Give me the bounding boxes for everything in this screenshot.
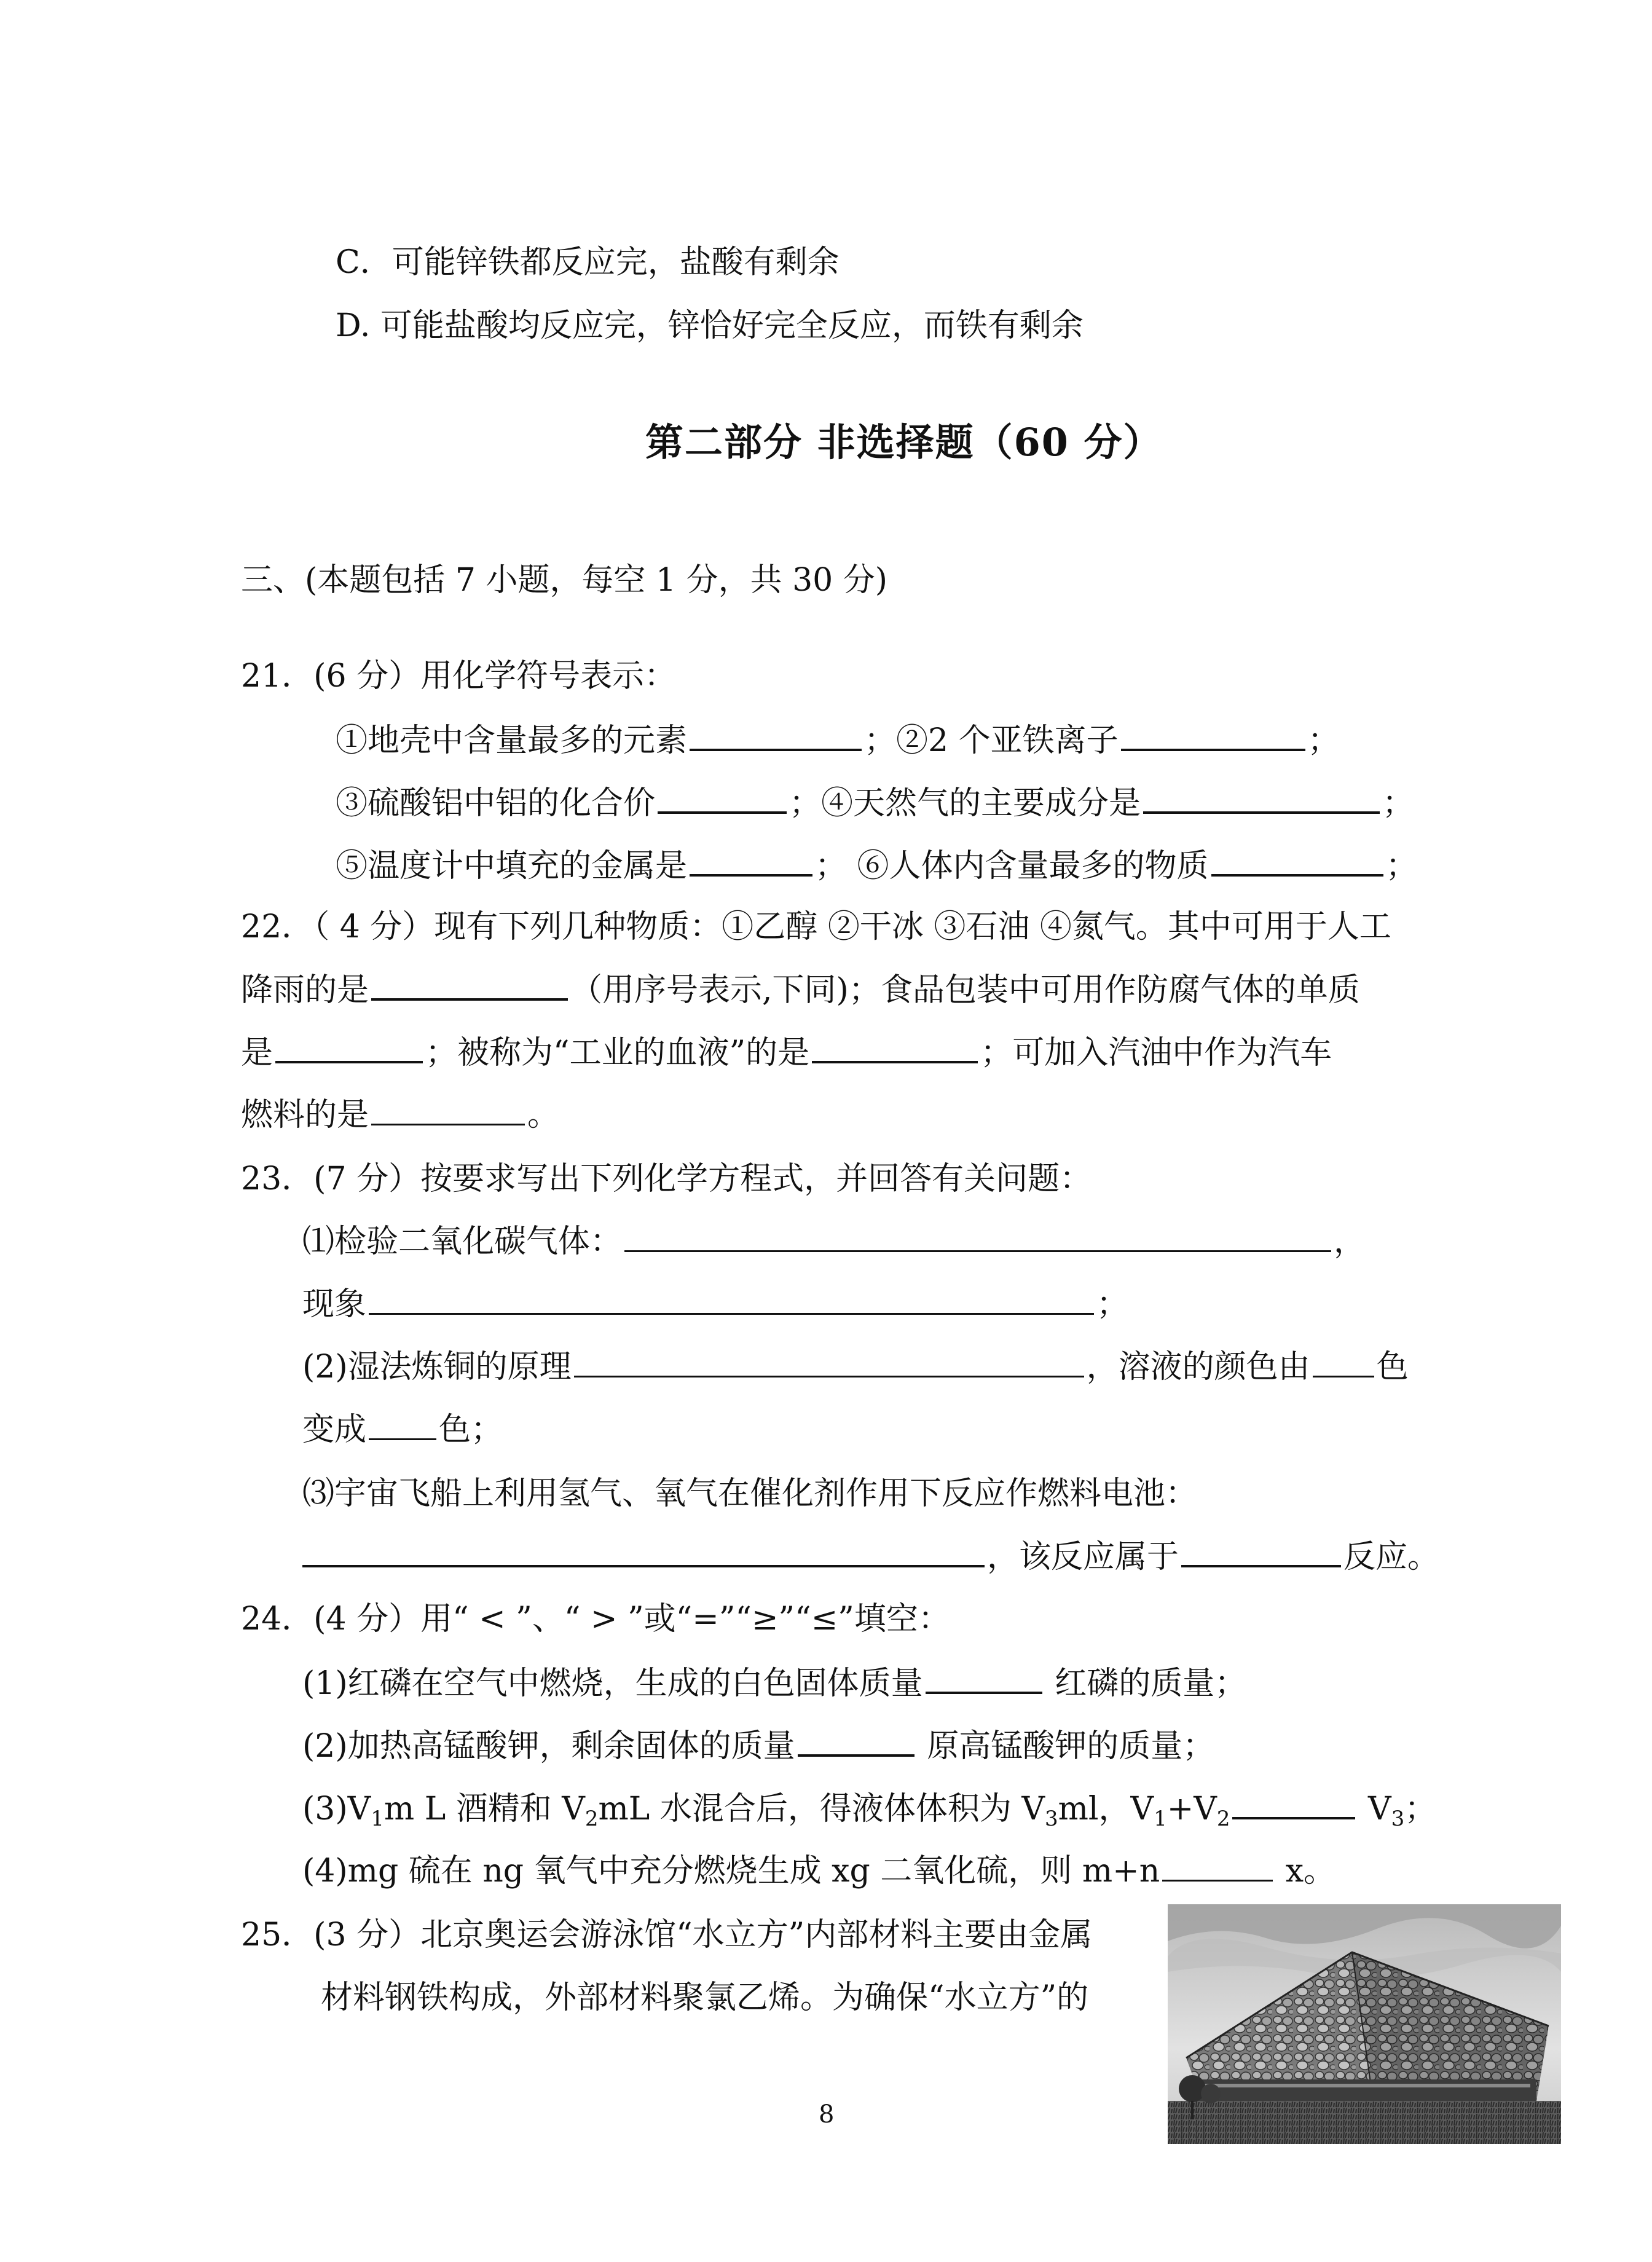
q22-l4b: 。 [527, 1097, 560, 1133]
q24-l3-text: V [1368, 1791, 1391, 1827]
option-d: D. 可能盐酸均反应完，锌恰好完全反应，而铁有剩余 [336, 307, 1084, 344]
q23-line4 [302, 1410, 503, 1449]
q21-l2b: ；④天然气的主要成分是 [789, 785, 1141, 822]
q23-line1 [302, 1222, 1366, 1261]
answer-blank[interactable] [1181, 1537, 1341, 1567]
q24-l3-text: mL 水混合后，得液体体积为 V [598, 1791, 1045, 1827]
answer-blank[interactable] [371, 1095, 525, 1125]
answer-blank[interactable] [690, 720, 862, 751]
q24-l4b: x。 [1285, 1853, 1336, 1890]
q22-l3b: ；被称为“工业的血液”的是 [425, 1034, 810, 1071]
q21-l3c: ； [1385, 848, 1418, 885]
q21-line1 [336, 720, 1340, 760]
q24-l3-text: (3)V [302, 1791, 371, 1827]
answer-blank[interactable] [926, 1663, 1042, 1694]
answer-blank[interactable] [1121, 720, 1305, 751]
q23-l4a: 变成 [302, 1411, 367, 1448]
q25-line1: 25．(3 分）北京奥运会游泳馆“水立方”内部材料主要由金属 [241, 1917, 1093, 1953]
subscript: 3 [1391, 1807, 1405, 1831]
q21-stem: 21．(6 分）用化学符号表示： [241, 658, 677, 695]
q23-line3 [302, 1347, 1409, 1387]
answer-blank[interactable] [658, 783, 787, 814]
q23-stem: 23．(7 分）按要求写出下列化学方程式，并回答有关问题： [241, 1161, 1092, 1197]
q23-line6 [302, 1537, 1439, 1577]
answer-blank[interactable] [275, 1033, 423, 1063]
water-cube-building-photo-icon [1168, 1904, 1561, 2144]
page-number: 8 [819, 2100, 835, 2129]
q21-l1a: ①地壳中含量最多的元素 [336, 722, 688, 759]
q24-line1 [302, 1663, 1246, 1703]
q25-line2: 材料钢铁构成，外部材料聚氯乙烯。为确保“水立方”的 [321, 1979, 1089, 2016]
q21-l3a: ⑤温度计中填充的金属是 [336, 848, 688, 885]
q22-line4 [241, 1095, 559, 1135]
q22-l4a: 燃料的是 [241, 1097, 369, 1133]
subscript: 2 [584, 1807, 599, 1831]
q21-line2 [336, 783, 1414, 823]
answer-blank[interactable] [302, 1537, 985, 1567]
q21-l2c: ； [1382, 785, 1415, 822]
answer-blank[interactable] [574, 1347, 1084, 1377]
q21-l1b: ；②2 个亚铁离子 [864, 722, 1119, 759]
q24-l1a: (1)红磷在空气中燃烧，生成的白色固体质量 [302, 1665, 923, 1702]
part-title: 第二部分 非选择题（60 分） [645, 420, 1163, 465]
section-header: 三、(本题包括 7 小题，每空 1 分，共 30 分) [241, 562, 888, 599]
q21-l3b: ； ⑥人体内含量最多的物质 [815, 848, 1209, 885]
q24-line3 [302, 1789, 1436, 1838]
q21-l2a: ③硫酸铝中铝的化合价 [336, 785, 656, 822]
answer-blank[interactable] [369, 1410, 436, 1440]
subscript: 1 [371, 1807, 384, 1831]
q23-l1a: ⑴检验二氧化碳气体： [302, 1223, 623, 1260]
q23-l3b: ，溶液的颜色由 [1086, 1349, 1310, 1385]
q23-l3a: (2)湿法炼铜的原理 [302, 1349, 572, 1385]
q24-l4a: (4)mg 硫在 ng 氧气中充分燃烧生成 xg 二氧化硫，则 m+n [302, 1853, 1160, 1890]
water-cube-building-photo [1168, 1904, 1561, 2144]
q22-line2 [241, 970, 1360, 1010]
q22-l3c: ；可加入汽油中作为汽车 [980, 1034, 1332, 1071]
q22-l2a: 降雨的是 [241, 972, 369, 1009]
q24-l3-text: m L 酒精和 V [384, 1791, 585, 1827]
option-c: C．可能锌铁都反应完，盐酸有剩余 [336, 244, 840, 281]
answer-blank[interactable] [798, 1726, 914, 1757]
q21-l1c: ； [1307, 722, 1340, 759]
q24-line2 [302, 1726, 1214, 1766]
q24-l3-text: ml，V [1058, 1791, 1154, 1827]
q23-l2b: ； [1096, 1286, 1129, 1323]
q23-l1b: ， [1334, 1223, 1366, 1260]
q23-l3c: 色 [1376, 1349, 1409, 1385]
q24-l1b: 红磷的质量； [1055, 1665, 1247, 1702]
q23-line5: ⑶宇宙飞船上利用氢气、氧气在催化剂作用下反应作燃料电池： [302, 1475, 1198, 1512]
q22-l3a: 是 [241, 1034, 273, 1071]
q22-line1: 22．（ 4 分）现有下列几种物质：①乙醇 ②干冰 ③石油 ④氮气。其中可用于人工 [241, 908, 1391, 945]
q24-l3-text: ； [1404, 1791, 1437, 1827]
answer-blank[interactable] [1313, 1347, 1374, 1377]
q23-l4b: 色； [439, 1411, 503, 1448]
answer-blank[interactable] [1232, 1789, 1355, 1819]
subscript: 1 [1154, 1807, 1167, 1831]
answer-blank[interactable] [369, 1285, 1094, 1315]
answer-blank[interactable] [1162, 1851, 1273, 1882]
answer-blank[interactable] [1143, 783, 1380, 814]
subscript: 2 [1216, 1807, 1230, 1831]
answer-blank[interactable] [812, 1033, 978, 1063]
subscript: 3 [1044, 1807, 1058, 1831]
q24-line4 [302, 1851, 1335, 1891]
q23-l6b: 反应。 [1343, 1539, 1440, 1575]
answer-blank[interactable] [690, 846, 812, 877]
q23-l2a: 现象 [302, 1286, 367, 1323]
q22-l2b: （用序号表示,下同)；食品包装中可用作防腐气体的单质 [570, 972, 1360, 1009]
q22-line3 [241, 1033, 1332, 1073]
q24-l2b: 原高锰酸钾的质量； [927, 1728, 1215, 1765]
q23-line2 [302, 1285, 1128, 1324]
answer-blank[interactable] [371, 970, 568, 1001]
q24-l2a: (2)加热高锰酸钾，剩余固体的质量 [302, 1728, 795, 1765]
q24-stem: 24．(4 分）用“ < ”、“ > ”或“=”“≥”“≤”填空： [241, 1601, 950, 1637]
answer-blank[interactable] [624, 1222, 1331, 1252]
q21-line3 [336, 846, 1418, 886]
q23-l6a: ，该反应属于 [987, 1539, 1179, 1575]
answer-blank[interactable] [1211, 846, 1383, 877]
q24-l3-text: +V [1166, 1791, 1217, 1827]
